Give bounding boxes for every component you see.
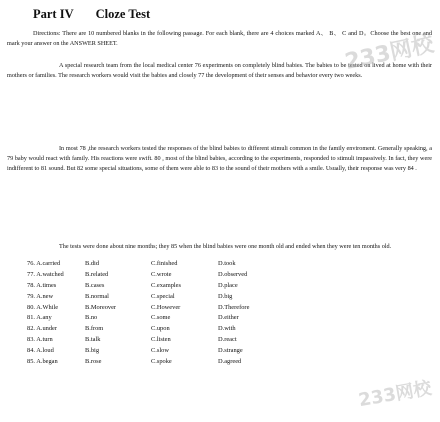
directions-text: Directions: There are 10 numbered blanks in the following passage. For each blank, there are 4 choices marked A、 B、 C and D。Choose the best one and mark your answer on the ANSWER SHEET. [7,30,432,48]
option-d: D.place [218,281,238,289]
option-a: 77. A.watched [27,270,64,278]
option-a: 81. A.any [27,314,52,322]
option-c: C.slow [151,347,169,355]
option-a: 76. A.carried [27,260,61,267]
watermark-logo: 233网校 [357,377,434,412]
option-b: B.from [85,325,104,333]
option-a: 78. A.times [27,281,57,289]
question-options-77 [27,270,437,281]
option-d: D.agreed [218,358,242,366]
option-d: D.react [218,336,237,344]
option-b: B.no [85,314,98,322]
option-c: C.However [151,303,181,311]
part-label: Part IV [33,7,74,21]
option-b: B.big [85,347,100,355]
section-heading [33,7,150,22]
option-a: 83. A.turn [27,336,53,344]
option-c: C.special [151,292,175,300]
option-b: B.did [85,260,100,267]
option-b: B.normal [85,292,109,300]
option-c: C.spoke [151,358,172,366]
option-d: D.took [218,260,236,267]
option-d: D.with [218,325,236,333]
option-d: D.either [218,314,239,322]
section-title: Cloze Test [95,7,151,21]
option-a: 85. A.began [27,358,58,366]
question-options-79 [27,292,437,303]
option-b: B.related [85,270,109,278]
option-c: C.listen [151,336,171,344]
option-b: B.talk [85,336,101,344]
option-d: D.observed [218,270,248,278]
option-b: B.cases [85,281,105,289]
option-a: 84. A.loud [27,347,54,355]
passage-paragraph-2: In most 78 ,the research workers tested the responses of the blind babies to different stimuli common in the family enviroment. Generally speaking, a 79 baby would react with family. His reactions were swift. 80 , most of the blind babies, according to the experiments, responded to stimuli impassively. In fact, they were indifferent to 81 sound. But 82 some special situations, some of them were able to 83 to the sound of their mothers with a smile. Usually, their response was very 84 . [7,145,432,173]
option-b: B.rose [85,358,102,366]
question-options-80 [27,303,437,314]
option-a: 82. A.under [27,325,57,333]
option-d: D.Therefore [218,303,250,311]
question-options-85 [27,357,437,368]
question-options-83 [27,335,437,346]
option-c: C.wrote [151,270,172,278]
question-options-76 [27,259,437,270]
passage-paragraph-3: The tests were done about nine months; they 85 when the blind babies were one month old and ended when they were ten months old. [59,243,392,251]
option-c: C.upon [151,325,170,333]
question-options-82 [27,324,437,335]
option-c: C.examples [151,281,181,289]
answer-options-list [27,259,437,368]
question-options-81 [27,313,437,324]
option-d: D.strange [218,347,243,355]
option-c: C.some [151,314,171,322]
question-options-84 [27,346,437,357]
option-a: 79. A.new [27,292,54,300]
option-a: 80. A.While [27,303,59,311]
option-c: C.finished [151,260,178,267]
watermark-logo: 233网校 [342,31,437,76]
question-options-78 [27,281,437,292]
passage-paragraph-1: A special research team from the local medical center 76 experiments on completely blind babies. The babies to be tested on lived at home with their mothers or families. The research workers would visit the babies and closely 77 the development of their senses and behavior every two weeks. [7,62,432,80]
option-b: B.Moreover [85,303,117,311]
option-d: D.big [218,292,233,300]
